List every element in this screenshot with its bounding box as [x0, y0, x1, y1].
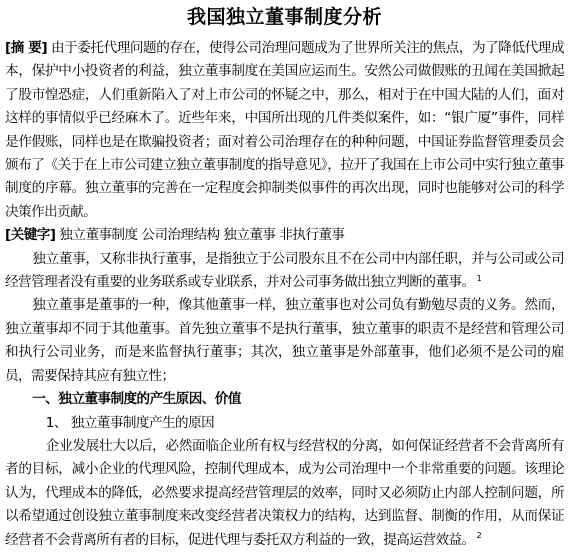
keywords-text: 独立董事制度 公司治理结构 独立董事 非执行董事 [55, 227, 345, 244]
footnote-marker: 2 [476, 531, 482, 540]
abstract-tag: [摘 要] [5, 40, 48, 56]
paragraph-text: 企业发展壮大以后，必然面临企业所有权与经营权的分离，如何保证经营者不会背离所有者的目标，减小企业的代理风险，控制代理成本，成为公司治理中一个非常重要的问题。该理论认为，代理成本的降低，必然要求提高经营管理层的效率，同时又必须防止内部人控制问题，所以希望通过创设独立董事制度来改变经营者决策权力的结构，达到监督、制衡的作用，从而保证经营者不会背离所有者的目标，促进代理与委托双方利益的一致，提高运营效益。 [5, 437, 564, 548]
abstract-text: 由于委托代理问题的存在，使得公司治理问题成为了世界所关注的焦点，为了降低代理成本，保护中小投资者的利益，独立董事制度在美国应运而生。安然公司做假账的丑闻在美国掀起了股市惶恐症，人们重新陷入了对上市公司的怀疑之中，那么，相对于在中国大陆的人们，面对这样的事情似乎已经麻木了。近些年来，中国所出现的几件类似案件，如：“银广厦”事件，同样是作假账，同样也是在欺骗投资者；面对着公司治理存在的种种问题，中国证券监督管理委员会颁布了《关于在上市公司建立独立董事制度的指导意见》，拉开了我国在上市公司中实行独立董事制度的序幕。独立董事的完善在一定程度会抑制类似事件的再次出现，同时也能够对公司的科学决策作出贡献。 [5, 40, 564, 220]
body-paragraph-duties [5, 294, 564, 388]
section-heading: 一、独立董事制度的产生原因、价值 [32, 391, 241, 408]
keywords-line [5, 224, 564, 247]
paragraph-text: 独立董事是董事的一种，像其他董事一样，独立董事也对公司负有勤勉尽责的义务。然而，独立董事却不同于其他董事。首先独立董事不是执行董事，独立董事的职责不是经营和管理公司和执行公司业务，而是来监督执行董事；其次，独立董事是外部董事，他们必须不是公司的雇员，需要保持其应有独立性； [5, 297, 564, 384]
body-paragraph-definition [5, 248, 564, 295]
body-paragraph-origin [5, 435, 564, 552]
abstract-paragraph [5, 37, 564, 224]
paragraph-text: 独立董事，又称非执行董事，是指独立于公司股东且不在公司中内部任职，并与公司或公司经营管理者没有重要的业务联系或专业联系，并对公司事务做出独立判断的董事。 [5, 250, 564, 291]
keywords-tag: [关键字] [5, 227, 56, 244]
footnote-marker: 1 [476, 273, 482, 283]
document-title: 我国独立董事制度分析 [186, 6, 382, 28]
subsection-heading: 1、 独立董事制度产生的原因 [45, 414, 215, 431]
